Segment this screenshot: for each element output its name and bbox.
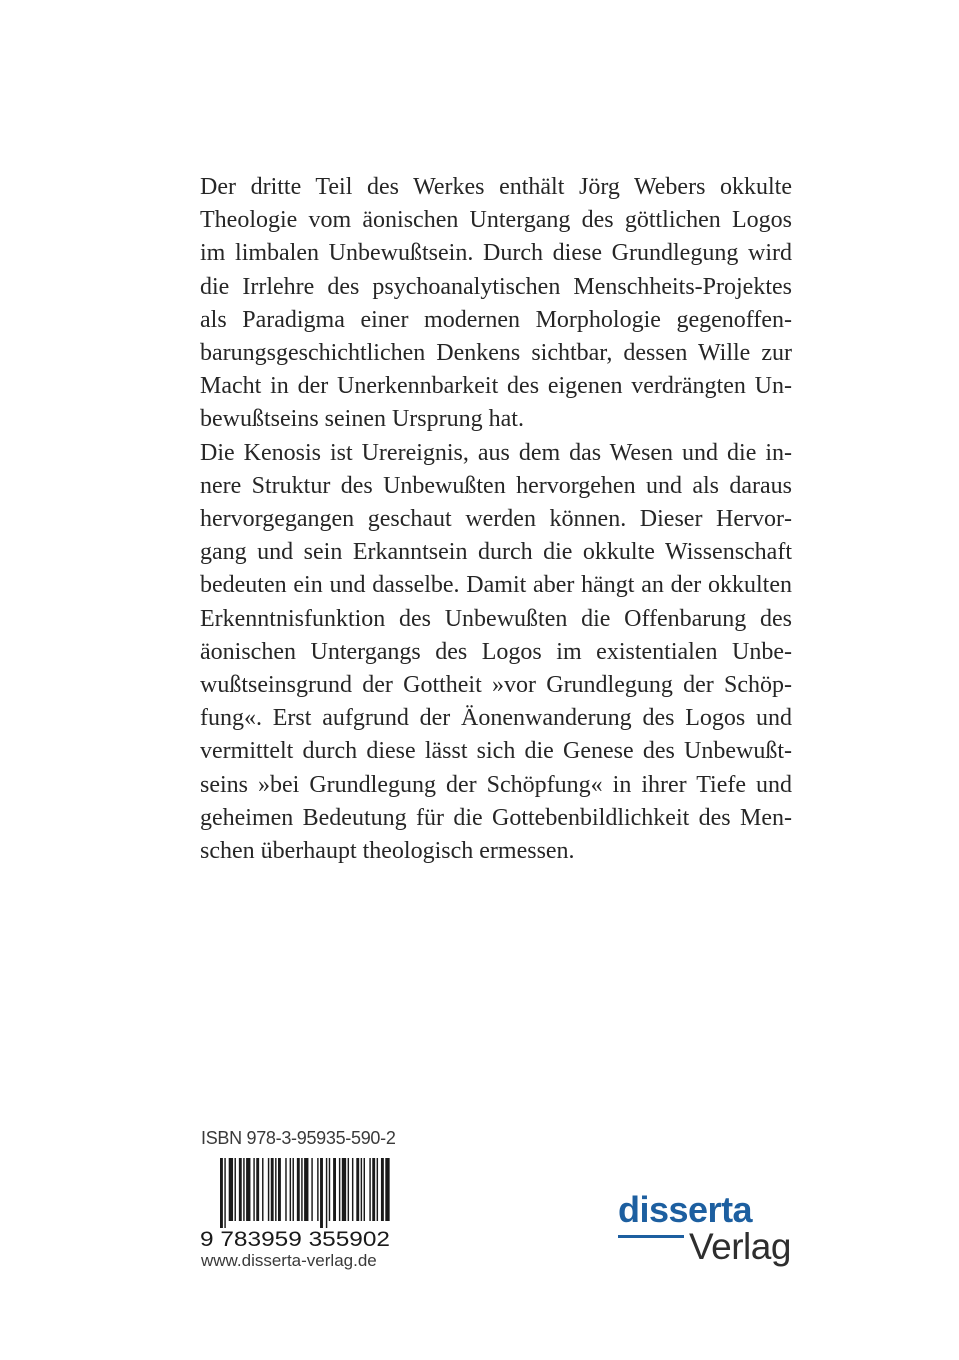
barcode-bar xyxy=(385,1158,389,1221)
barcode-bar xyxy=(293,1158,294,1221)
barcode-bar xyxy=(320,1158,323,1228)
barcode-bar xyxy=(220,1158,223,1228)
barcode-bar xyxy=(364,1158,365,1221)
barcode-bar xyxy=(326,1158,327,1228)
publisher-website: www.disserta-verlag.de xyxy=(201,1251,377,1270)
barcode-bar xyxy=(356,1158,359,1221)
barcode-bar xyxy=(271,1158,274,1221)
barcode-bar xyxy=(246,1158,250,1221)
blurb-paragraph-2: Die Kenosis ist Urereignis, aus dem das Wesen und die innere Struktur des Unbewußten hervorgehen und als daraus hervorgegangen geschaut werden können. Dieser Hervorgang und sein Erkanntsein durch die okkulte Wissenschaft bedeuten ein und dasselbe. Damit aber hängt an der okkulten Erkenntnisfunktion des Unbewußten die Offenbarung des äonischen Untergangs des Logos im existentialen Unbewußtseinsgrund der Gottheit »vor Grundlegung der Schöpfung«. Erst aufgrund der Äonenwanderung des Logos und vermittelt durch diese lässt sich die Genese des Unbewußtseins »bei Grundlegung der Schöpfung« in ihrer Tiefe und geheimen Bedeutung für die Gottebenbildlichkeit des Menschen überhaupt theologisch ermessen. xyxy=(200,439,792,865)
barcode-bar xyxy=(262,1158,263,1221)
barcode-bar xyxy=(342,1158,346,1221)
blurb-paragraph-1: Der dritte Teil des Werkes enthält Jörg Webers okkulte Theologie vom äonischen Untergang des göttlichen Logos im limbalen Unbewußtsein. Durch diese Grundlegung wird die Irrlehre des psychoanalytischen Menschheits-Projektes als Paradigma einer modernen Morphologie gegenoffenbarungsgeschichtlichen Denkens sichtbar, dessen Wille zur Macht in der Unerkennbarkeit des eigenen verdrängten Unbewußtseins seinen Ursprung hat. xyxy=(200,174,792,433)
barcode-bar xyxy=(304,1158,308,1221)
barcode-bar xyxy=(377,1158,378,1221)
barcode-bar xyxy=(285,1158,286,1221)
barcode-bar xyxy=(352,1158,353,1221)
barcode-bar xyxy=(278,1158,281,1221)
barcode-bar xyxy=(369,1158,370,1221)
barcode-bar xyxy=(256,1158,259,1221)
barcode-bar xyxy=(361,1158,362,1221)
barcode-bar xyxy=(381,1158,384,1221)
barcode-bar xyxy=(348,1158,349,1221)
logo-rule xyxy=(618,1235,684,1238)
barcode-bar xyxy=(297,1158,300,1221)
barcode-digits: 9 783959 355902 xyxy=(200,1228,390,1248)
barcode-bar xyxy=(317,1158,318,1221)
logo-word-disserta: disserta xyxy=(618,1189,753,1230)
logo-word-verlag: Verlag xyxy=(689,1226,791,1267)
isbn-barcode xyxy=(200,1158,392,1248)
barcode-bar xyxy=(268,1158,269,1221)
barcode-bar xyxy=(239,1158,242,1221)
disserta-verlag-logo xyxy=(618,1189,796,1274)
barcode-bar xyxy=(275,1158,276,1221)
barcode-bar xyxy=(229,1158,233,1221)
barcode-bar xyxy=(311,1158,312,1221)
barcode-bar xyxy=(253,1158,254,1221)
barcode-bar xyxy=(290,1158,291,1221)
barcode-bar xyxy=(339,1158,340,1221)
back-cover-blurb xyxy=(200,171,792,868)
barcode-bar xyxy=(301,1158,302,1221)
barcode-bar xyxy=(372,1158,375,1221)
barcode-bar xyxy=(329,1158,330,1221)
barcode-bar xyxy=(235,1158,236,1221)
barcode-bar xyxy=(243,1158,244,1221)
isbn-label: ISBN 978-3-95935-590-2 xyxy=(201,1128,396,1148)
barcode-bar xyxy=(224,1158,225,1228)
barcode-bar xyxy=(333,1158,336,1221)
